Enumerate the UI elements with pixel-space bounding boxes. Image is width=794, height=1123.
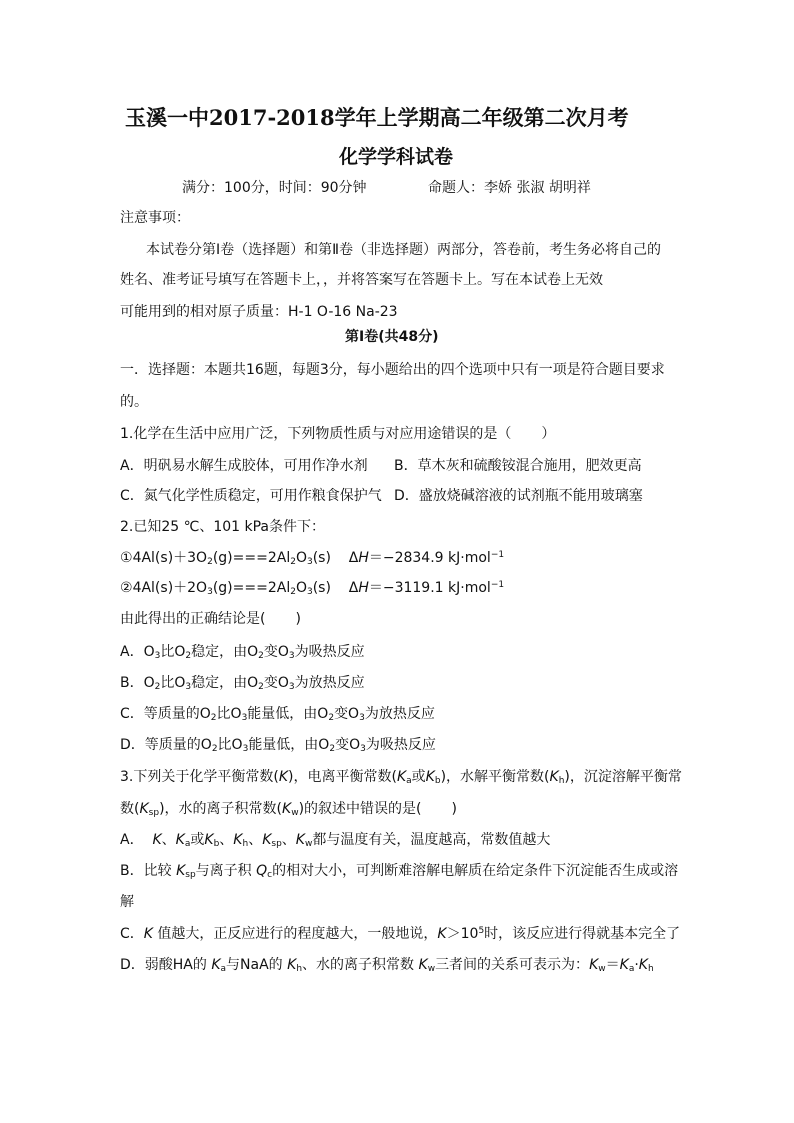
instructions-line-1: 一．选择题：本题共16题，每题3分，每小题给出的四个选项中只有一项是符合题目要求 [120, 362, 665, 378]
q3-stem-line-1: 3.下列关于化学平衡常数(K)，电离平衡常数($K_a$或$K_b$)，水解平衡常数$(K_h)$，沉淀溶解平衡常 [120, 769, 682, 786]
notice-heading: 注意事项： [120, 210, 190, 226]
q2-option-b: B．$O_2$比$O_3$稳定，由$O_2$变$O_3$为放热反应 [120, 675, 365, 692]
instructions-line-2: 的。 [120, 394, 148, 410]
exam-title: 玉溪一中2017-2018学年上学期高二年级第二次月考 [125, 105, 629, 130]
q3-stem-line-2: 数$(K_{sp})$，水的离子积常数$(K_w)$的叙述中错误的是( ) [120, 801, 457, 818]
q3-option-d: D．弱酸HA的 $K_a$与NaA的 $K_h$、水的离子积常数 $K_w$三者间的关系可表示为：$K_w=K_a\cdot K_h$ [120, 957, 654, 974]
q1-stem: 1.化学在生活中应用广泛，下列物质性质与对应用途错误的是（ ） [120, 426, 556, 442]
q1-option-a: A．明矾易水解生成胶体，可用作净水剂 [120, 458, 368, 474]
q2-equation-1: $①4Al(s)+3O_2(g)===2Al_2O_3(s)$ ΔH＝−2834.9 kJ·mol$^{-1}$ [120, 550, 505, 567]
atomic-mass-line: 可能用到的相对原子质量：H-1 O-16 Na-23 [120, 304, 398, 320]
exam-subtitle: 化学学科试卷 [339, 146, 454, 168]
q2-option-d: D．等质量的$O_2$比$O_3$能量低，由$O_2$变$O_3$为吸热反应 [120, 737, 436, 754]
q2-option-a: A．$O_3$比$O_2$稳定，由$O_2$变$O_3$为吸热反应 [120, 644, 365, 661]
q2-stem: 2.已知25 ℃、101 kPa条件下： [120, 519, 326, 535]
score-time: 满分：100分，时间：90分钟 [182, 180, 367, 196]
q3-option-a: A． K、$K_a$或$K_b$、$K_h$、$K_{sp}$、$K_w$都与温度有关，温度越高，常数值越大 [120, 832, 551, 849]
section-heading: 第Ⅰ卷(共48分) [345, 329, 439, 345]
notice-line-2: 姓名、准考证号填写在答题卡上，，并将答案写在答题卡上。写在本试卷上无效 [120, 272, 603, 288]
q3-option-b: B．比较 $K_{sp}$与离子积 $Q_c$的相对大小，可判断难溶解电解质在给定条件下沉淀能否生成或溶 [120, 863, 679, 880]
q3-option-c: C．K 值越大，正反应进行的程度越大，一般地说，$K>10^5$时，该反应进行得就基本完全了 [120, 926, 681, 942]
q3-option-b-cont: 解 [120, 894, 134, 910]
q1-option-d: D．盛放烧碱溶液的试剂瓶不能用玻璃塞 [394, 488, 643, 504]
q2-equation-2: $②4Al(s)+2O_3(g)===2Al_2O_3(s)$ ΔH＝−3119.1 kJ·mol$^{-1}$ [120, 580, 505, 597]
q2-conclusion: 由此得出的正确结论是( ) [120, 611, 301, 627]
notice-line-1: 本试卷分第Ⅰ卷（选择题）和第Ⅱ卷（非选择题）两部分，答卷前，考生务必将自己的 [146, 242, 662, 258]
q1-option-c: C．氮气化学性质稳定，可用作粮食保护气 [120, 488, 382, 504]
q2-option-c: C．等质量的$O_2$比$O_3$能量低，由$O_2$变$O_3$为放热反应 [120, 706, 435, 723]
q1-option-b: B．草木灰和硫酸铵混合施用，肥效更高 [394, 458, 642, 474]
authors: 命题人：李娇 张淑 胡明祥 [428, 180, 591, 196]
